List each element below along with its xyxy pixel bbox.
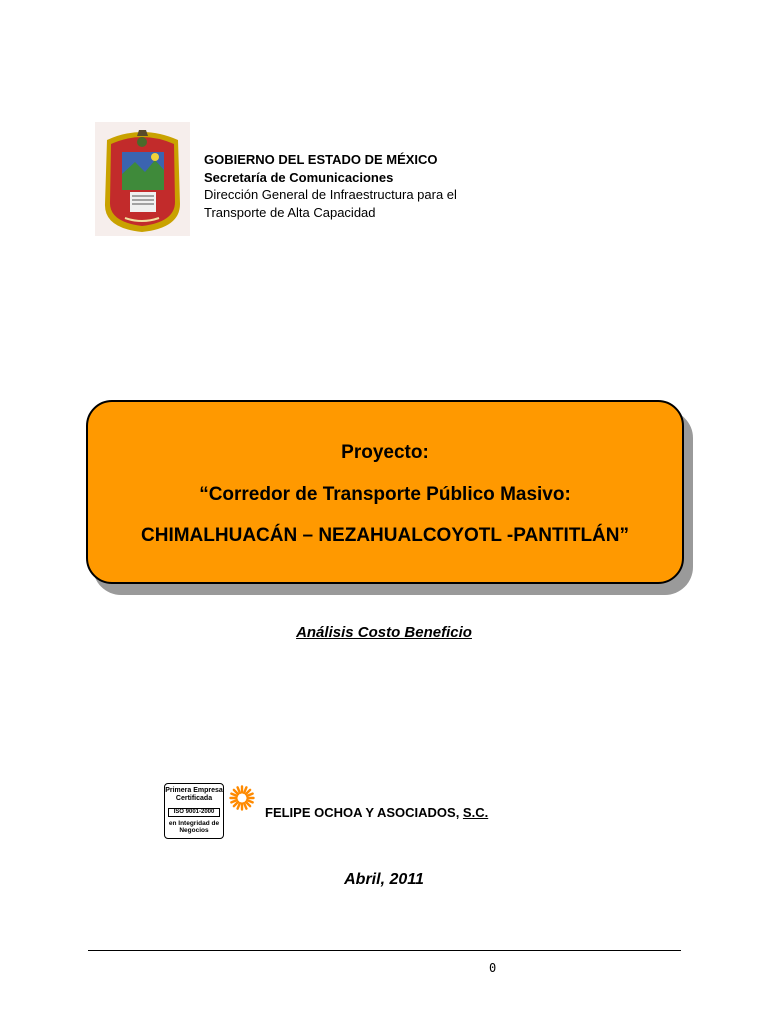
- company-sunburst-logo-icon: [229, 785, 255, 811]
- state-coat-of-arms-seal: [95, 122, 190, 236]
- cert-line-4: en Integridad de: [168, 820, 220, 827]
- footer-rule: [88, 950, 681, 951]
- project-title-box: [86, 400, 684, 584]
- project-label: Proyecto:: [341, 442, 429, 463]
- issuing-authority-header: [204, 151, 457, 221]
- certification-badge: [164, 783, 224, 839]
- directorate-line-2: Transporte de Alta Capacidad: [204, 204, 376, 220]
- company-name: [265, 805, 488, 820]
- company-name-main: FELIPE OCHOA Y ASOCIADOS,: [265, 805, 463, 820]
- document-date: Abril, 2011: [344, 871, 424, 888]
- ministry-name: Secretaría de Comunicaciones: [204, 169, 394, 185]
- government-name: GOBIERNO DEL ESTADO DE MÉXICO: [204, 152, 438, 167]
- directorate-line-1: Dirección General de Infraestructura para el: [204, 187, 457, 202]
- document-subtitle: Análisis Costo Beneficio: [296, 624, 472, 641]
- project-route: CHIMALHUACÁN – NEZAHUALCOYOTL -PANTITLÁN”: [141, 525, 629, 546]
- cert-standard: ISO 9001-2000: [168, 808, 220, 817]
- company-suffix: S.C.: [462, 805, 489, 820]
- cert-line-5: Negocios: [179, 827, 209, 834]
- page-number: 0: [489, 961, 497, 975]
- project-title: “Corredor de Transporte Público Masivo:: [199, 484, 571, 505]
- cert-line-1: Primera Empresa: [165, 787, 223, 794]
- cert-line-2: Certificada: [175, 795, 213, 802]
